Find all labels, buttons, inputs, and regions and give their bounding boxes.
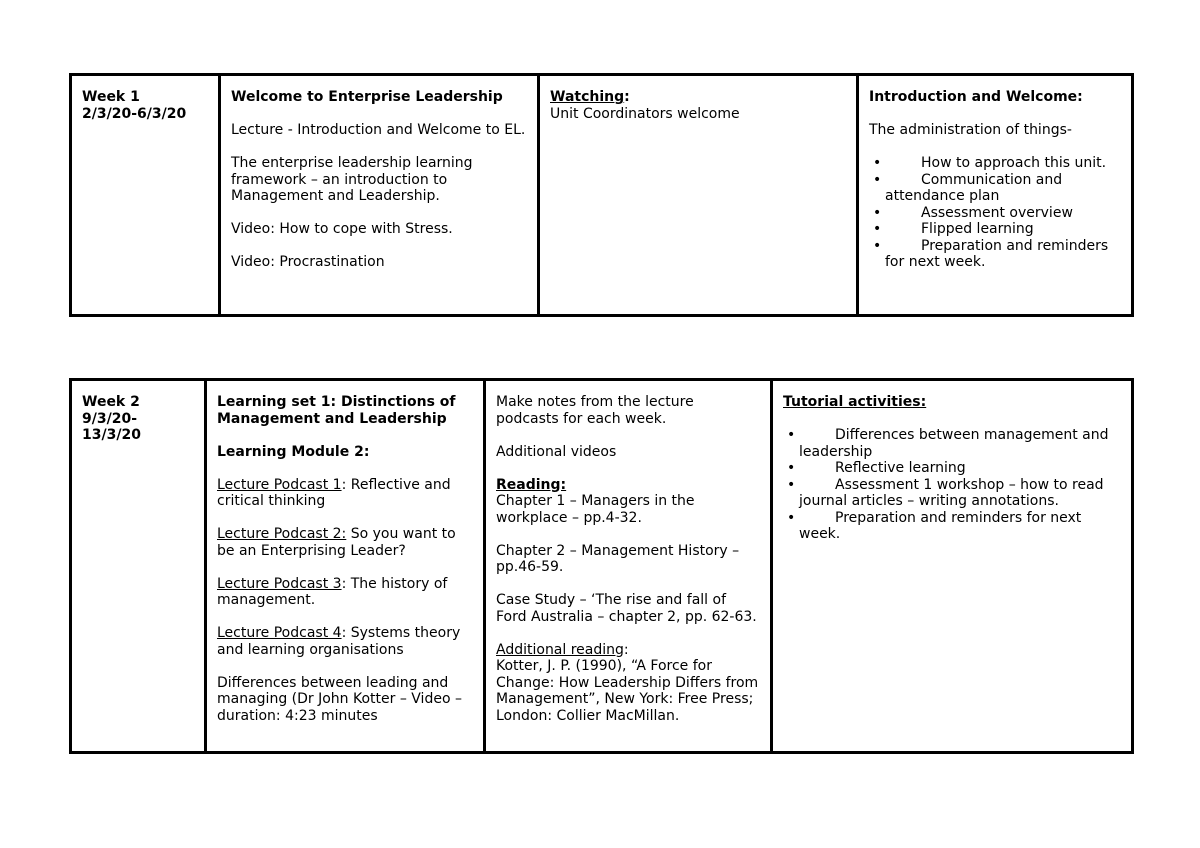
week-label: Week 1 [82, 89, 140, 105]
podcast-text: : Systems theory and learning organisations [217, 625, 461, 658]
video-procrastination: Video: Procrastination [231, 254, 385, 270]
podcast-text: : The history of management. [217, 575, 448, 608]
podcast-item [217, 576, 473, 609]
podcast-link[interactable]: Lecture Podcast 1 [217, 476, 342, 493]
list-item [787, 460, 1121, 477]
week-1-row [71, 75, 1133, 316]
intro-heading: Introduction and Welcome: [869, 89, 1083, 105]
tutorial-bullet-list [783, 427, 1121, 543]
bullet-icon: • [873, 237, 882, 254]
podcast-item [217, 526, 473, 559]
week-2-table [69, 378, 1134, 754]
list-item-text: Preparation and reminders for next week. [799, 509, 1082, 542]
bullet-icon: • [787, 476, 796, 493]
topic-title: Welcome to Enterprise Leadership [231, 89, 503, 105]
list-item [787, 476, 1121, 510]
watching-text: Unit Coordinators welcome [550, 105, 740, 122]
week-label: Week 2 [82, 394, 140, 410]
week-1-topic-cell [220, 75, 539, 316]
framework-text: The enterprise leadership learning framework – an introduction to Management and Leadership. [231, 155, 473, 204]
bullet-icon: • [873, 204, 882, 221]
module-title: Learning Module 2: [217, 443, 370, 460]
intro-bullet-list [869, 155, 1121, 271]
differences-text: Differences between leading and managing (Dr John Kotter – Video – duration: 4:23 minutes [217, 674, 462, 724]
additional-reading-colon: : [623, 641, 629, 658]
list-item [873, 155, 1121, 172]
podcast-item [217, 625, 473, 658]
reading-heading: Reading: [496, 476, 567, 493]
list-item-text: Preparation and reminders for next week. [885, 237, 1109, 270]
lecture-text: Lecture - Introduction and Welcome to EL. [231, 122, 526, 138]
bullet-icon: • [787, 460, 796, 476]
list-item [873, 171, 1121, 205]
list-item [873, 204, 1121, 222]
bullet-icon: • [787, 509, 796, 526]
week-2-row [71, 380, 1133, 753]
podcast-text: So you want to be an Enterprising Leader? [217, 526, 456, 559]
make-notes-text: Make notes from the lecture podcasts for each week. [496, 394, 694, 427]
week-1-label-cell [71, 75, 220, 316]
additional-reading-label: Additional reading [496, 641, 624, 658]
podcast-item [217, 477, 473, 510]
week-1-watching-cell [539, 75, 858, 316]
list-item-text: How to approach this unit. [921, 155, 1107, 171]
video-stress: Video: How to cope with Stress. [231, 221, 453, 237]
list-item [787, 427, 1121, 460]
tutorial-heading: Tutorial activities: [783, 394, 927, 410]
week-1-table [69, 73, 1134, 317]
week-2-tutorial-cell [772, 380, 1133, 753]
list-item-text: Flipped learning [921, 221, 1034, 237]
list-item [787, 509, 1121, 543]
bullet-icon: • [873, 171, 882, 188]
additional-videos-text: Additional videos [496, 443, 617, 460]
list-item-text: Reflective learning [835, 460, 966, 476]
chapter-1-text: Chapter 1 – Managers in the workplace – pp.4-32. [496, 493, 695, 526]
kotter-reference: Kotter, J. P. (1990), “A Force for Change: How Leadership Differs from Management”, New York: Free Press; London: Collier MacMillan. [496, 658, 759, 724]
case-study-text: Case Study – ‘The rise and fall of Ford Australia – chapter 2, pp. 62-63. [496, 592, 757, 625]
week-2-reading-cell [485, 380, 772, 753]
list-item-text: Assessment overview [921, 204, 1073, 221]
week-dates: 9/3/20-13/3/20 [82, 410, 141, 443]
podcast-link[interactable]: Lecture Podcast 2: [217, 526, 347, 542]
list-item [873, 221, 1121, 238]
watching-colon: : [624, 89, 630, 105]
week-1-intro-cell [858, 75, 1133, 316]
week-dates: 2/3/20-6/3/20 [82, 105, 187, 122]
learning-set-title: Learning set 1: Distinctions of Management and Leadership [217, 394, 456, 427]
list-item [873, 237, 1121, 271]
list-item-text: Assessment 1 workshop – how to read journal articles – writing annotations. [799, 476, 1104, 509]
watching-heading [550, 89, 846, 106]
admin-text: The administration of things- [869, 122, 1072, 138]
bullet-icon: • [873, 221, 882, 237]
podcast-link[interactable]: Lecture Podcast 3 [217, 575, 342, 592]
additional-reading-heading [496, 642, 760, 659]
podcast-text: : Reflective and critical thinking [217, 476, 451, 509]
watching-label: Watching [550, 89, 625, 105]
chapter-2-text: Chapter 2 – Management History – pp.46-59. [496, 542, 740, 575]
bullet-icon: • [787, 427, 796, 443]
list-item-text: Communication and attendance plan [885, 171, 1063, 204]
podcast-link[interactable]: Lecture Podcast 4 [217, 625, 342, 641]
bullet-icon: • [873, 155, 882, 171]
week-2-topic-cell [206, 380, 485, 753]
list-item-text: Differences between management and leadership [799, 427, 1109, 460]
week-2-label-cell [71, 380, 206, 753]
